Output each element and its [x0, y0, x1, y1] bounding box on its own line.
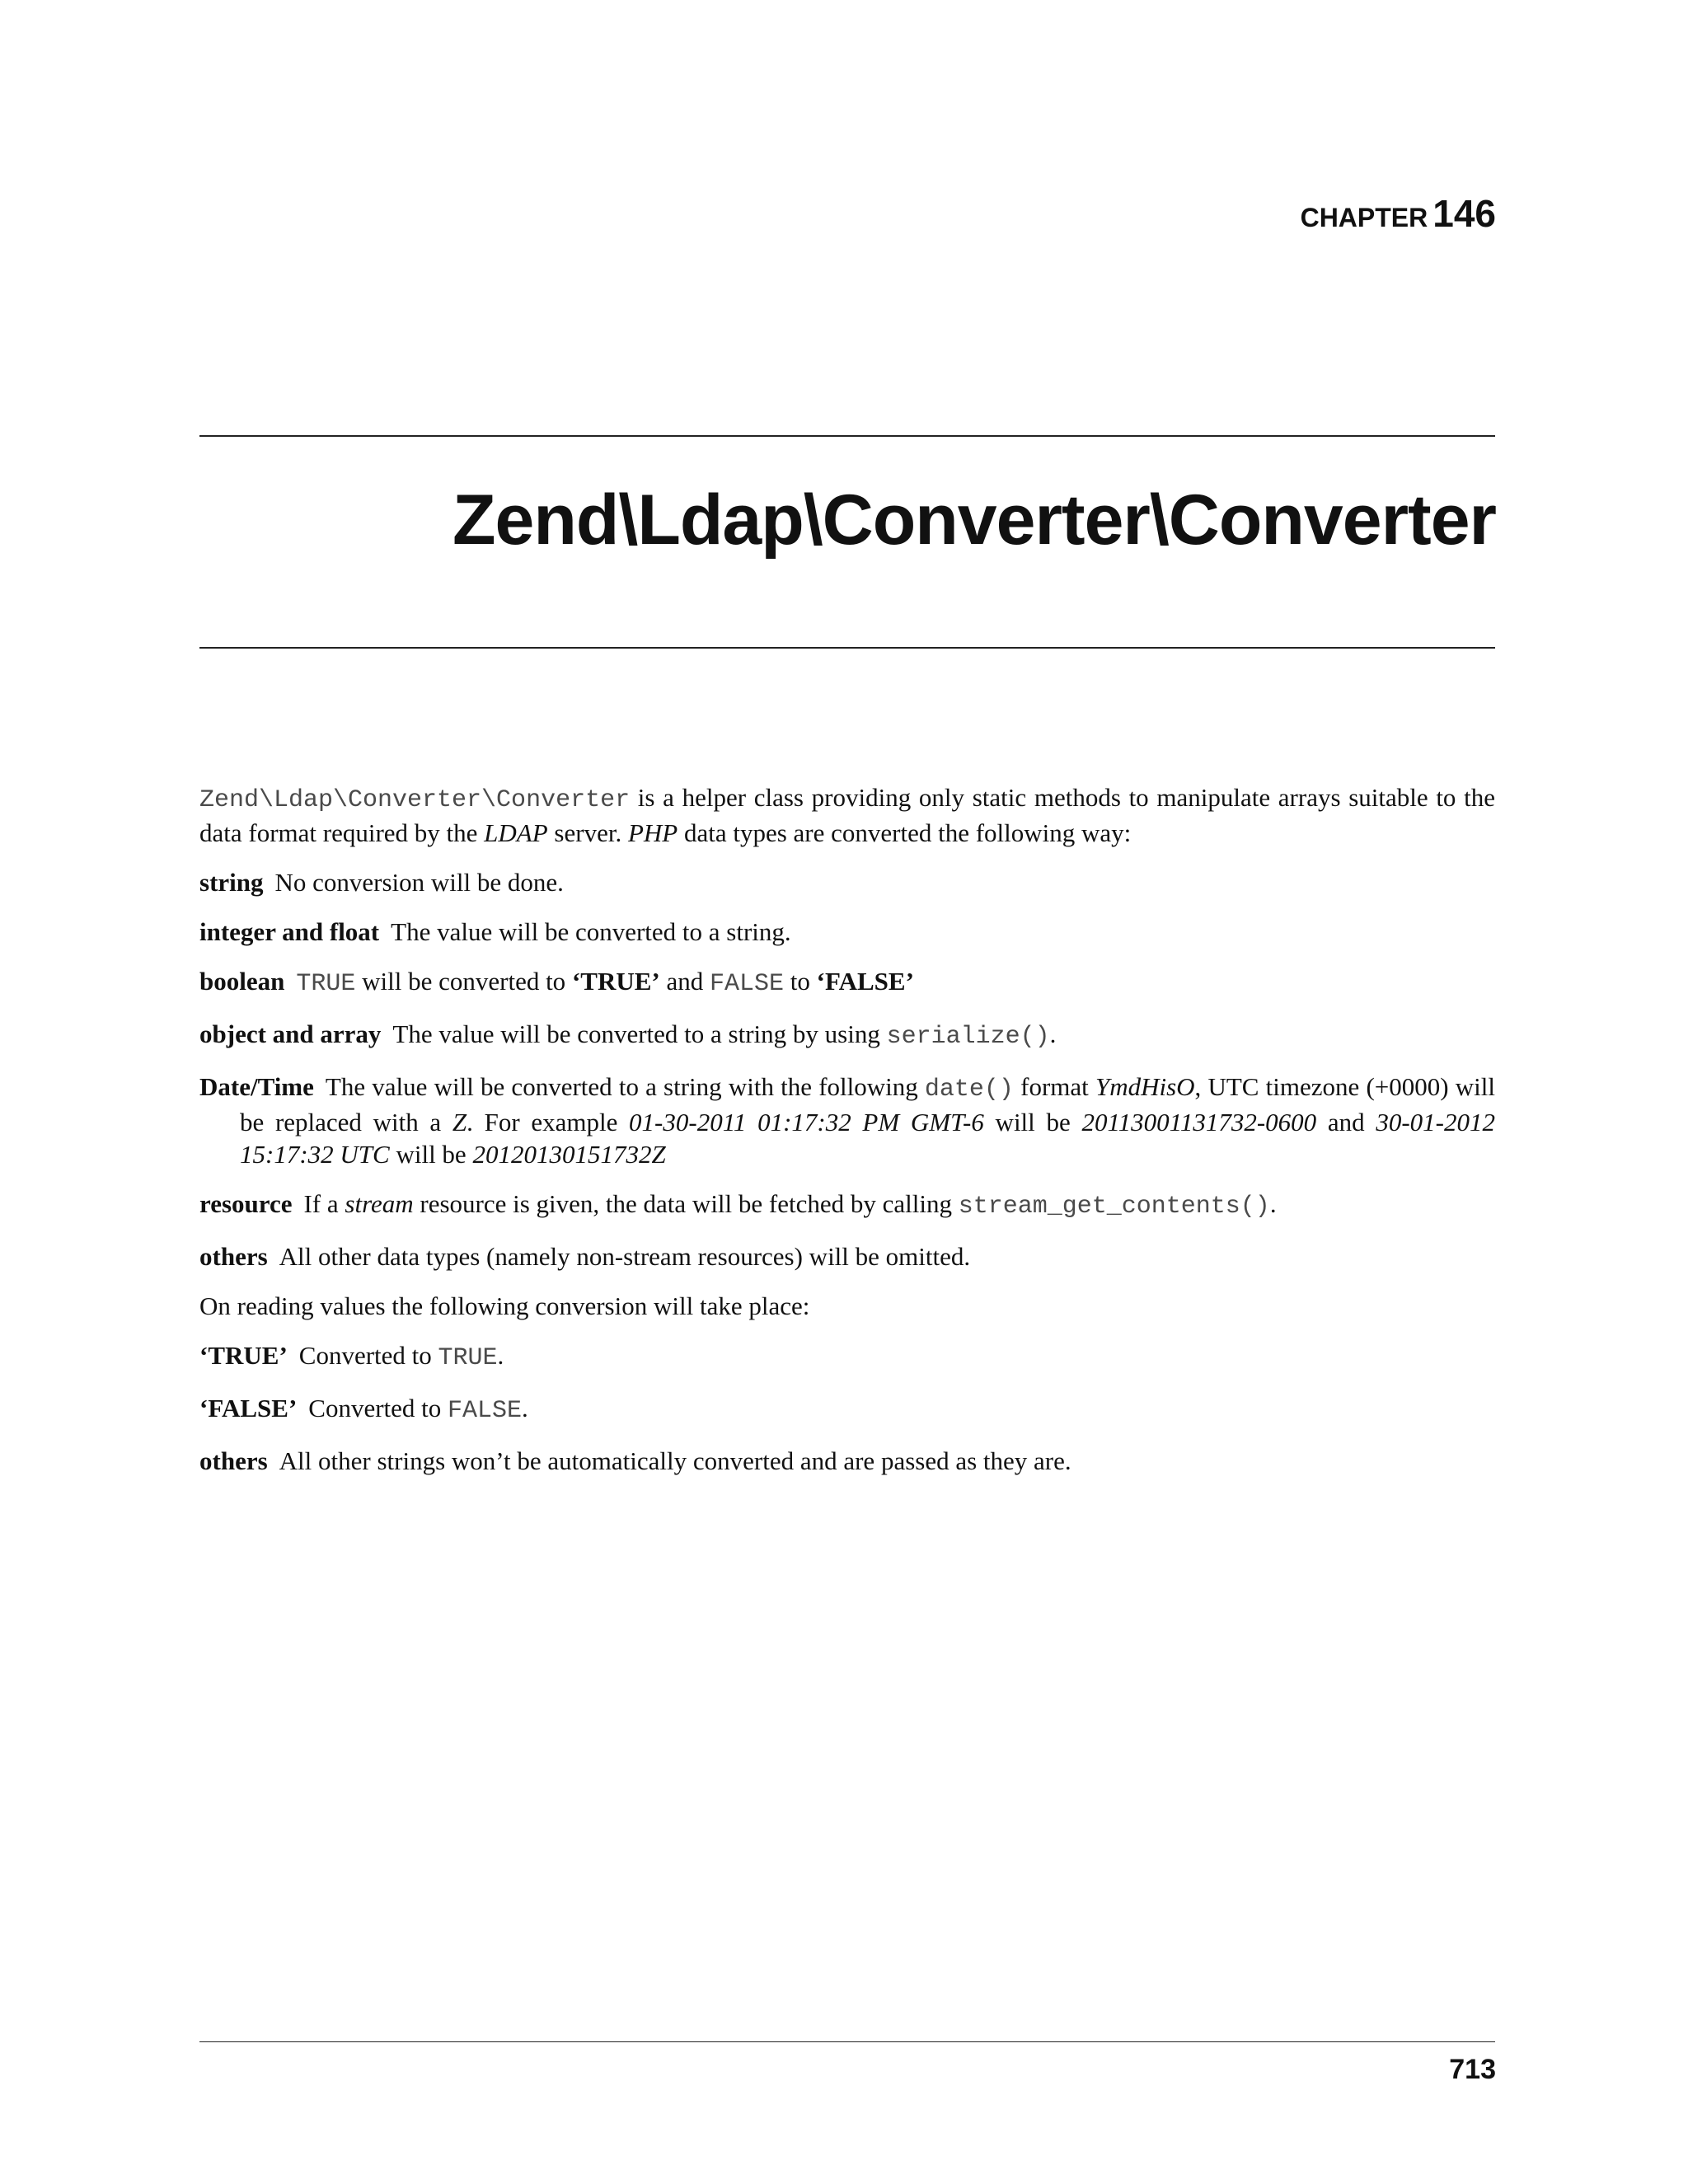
code-stream-get-contents: stream_get_contents() — [958, 1193, 1270, 1221]
php-term: PHP — [627, 818, 678, 847]
footer-rule — [199, 2041, 1495, 2042]
code-false: FALSE — [709, 970, 784, 998]
intro-paragraph: Zend\Ldap\Converter\Converter is a helper class providing only static methods to manipulate arrays suitable to the data format required by the LDAP server. PHP data types are converted the following way: — [199, 783, 1495, 847]
ldap-term: LDAP — [484, 818, 548, 847]
def-others-writing — [199, 1240, 1495, 1272]
def-read-false: ‘FALSE’ Converted to FALSE. — [199, 1394, 528, 1425]
def-string — [199, 866, 1495, 898]
definition-term: integer and float — [199, 917, 380, 946]
definition-desc: No conversion will be done. — [274, 868, 564, 897]
definition-term: object and array — [199, 1019, 382, 1048]
title-rule-top — [199, 435, 1495, 437]
code-true: TRUE — [296, 970, 356, 998]
chapter-number: 146 — [1432, 192, 1496, 235]
def-integer-float — [199, 916, 1495, 948]
definition-desc: All other strings won’t be automatically converted and are passed as they are. — [279, 1446, 1071, 1475]
definition-term: Date/Time — [199, 1072, 314, 1101]
page-number: 713 — [1449, 2054, 1496, 2085]
code-false-read: FALSE — [448, 1397, 523, 1425]
def-datetime: Date/Time The value will be converted to a string with the following date() format YmdHisO, UTC timezone (+0000) will be replaced with a Z. For example 01-30-2011 01:17:32 PM GMT-6 will be 20113001131732-0600 and 30-01-2012 15:17:32 UTC will be 20120130151732Z — [199, 1072, 1495, 1169]
def-object-array: object and array The value will be converted to a string by using serialize(). — [199, 1019, 1057, 1051]
definition-term: others — [199, 1446, 268, 1475]
definition-term: boolean — [199, 967, 285, 996]
page-title: Zend\Ldap\Converter\Converter — [452, 480, 1496, 560]
chapter-heading — [1301, 191, 1496, 236]
definition-desc: The value will be converted to a string. — [391, 917, 791, 946]
definition-term: others — [199, 1242, 268, 1271]
definition-term: string — [199, 868, 264, 897]
reading-intro: On reading values the following conversion will take place: — [199, 1291, 810, 1320]
definition-term: ‘TRUE’ — [199, 1341, 288, 1370]
def-boolean: boolean TRUE will be converted to ‘TRUE’ and FALSE to ‘FALSE’ — [199, 967, 914, 998]
def-read-true: ‘TRUE’ Converted to TRUE. — [199, 1341, 504, 1372]
def-others-reading — [199, 1445, 1495, 1477]
definition-desc: All other data types (namely non-stream resources) will be omitted. — [279, 1242, 971, 1271]
code-true-read: TRUE — [438, 1344, 498, 1372]
code-serialize: serialize() — [886, 1023, 1050, 1051]
quoted-false: ‘FALSE’ — [816, 967, 914, 996]
body-text — [199, 781, 1495, 1494]
chapter-label: CHAPTER — [1300, 203, 1428, 232]
title-rule-bottom — [199, 647, 1495, 649]
quoted-true: ‘TRUE’ — [571, 967, 660, 996]
def-resource: resource If a stream resource is given, the data will be fetched by calling stream_get_contents(). — [199, 1189, 1277, 1221]
class-name-code: Zend\Ldap\Converter\Converter — [199, 786, 631, 814]
definition-term: resource — [199, 1189, 293, 1218]
code-date: date() — [924, 1076, 1014, 1104]
definition-term: ‘FALSE’ — [199, 1394, 298, 1422]
